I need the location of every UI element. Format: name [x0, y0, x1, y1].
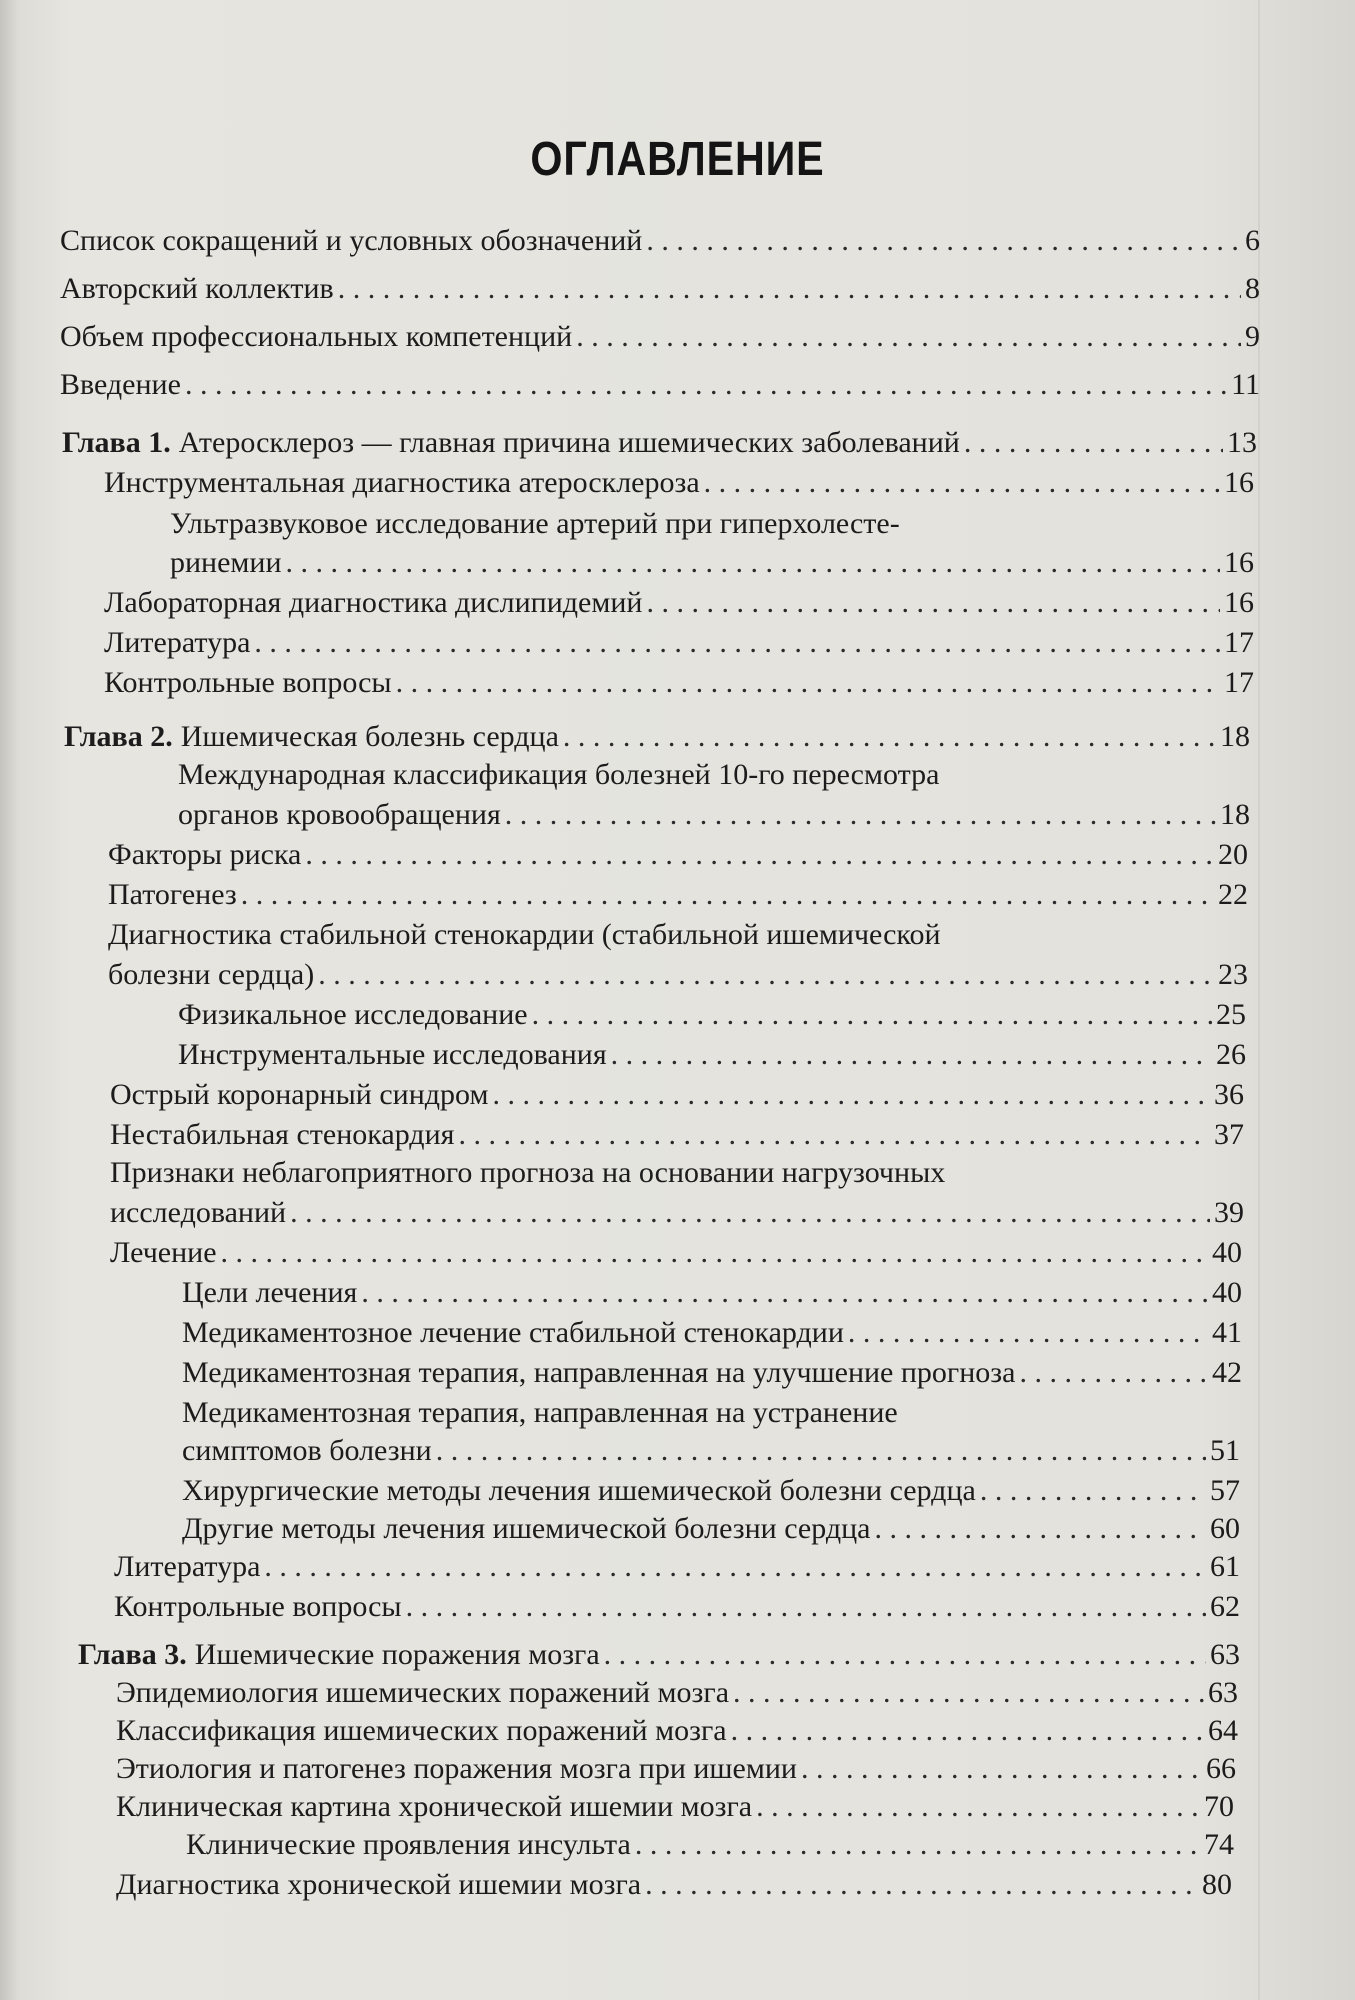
- toc-entry-label: Хирургические методы лечения ишемической болезни сердца: [182, 1474, 976, 1507]
- toc-page-number: 36: [1214, 1078, 1244, 1111]
- leader-dots: [338, 270, 1241, 308]
- toc-entry: [182, 1354, 1242, 1392]
- leader-dots: [318, 956, 1214, 994]
- chapter-number: Глава 2.: [64, 720, 173, 753]
- leader-dots: [576, 318, 1241, 356]
- leader-dots: [964, 424, 1223, 462]
- toc-page-number: 60: [1210, 1512, 1240, 1545]
- toc-page-number: 16: [1224, 466, 1254, 499]
- toc-entry: [108, 956, 1248, 994]
- toc-page-number: 74: [1204, 1828, 1234, 1861]
- leader-dots: [305, 836, 1214, 874]
- toc-page-number: 22: [1218, 878, 1248, 911]
- toc-entry: [186, 1826, 1234, 1864]
- toc-entry-label: симптомов болезни: [182, 1434, 432, 1467]
- toc-entry-label: Медикаментозное лечение стабильной стенокардии: [182, 1316, 844, 1349]
- leader-dots: [492, 1076, 1210, 1114]
- toc-entry-first-line: Признаки неблагоприятного прогноза на основании нагрузочных: [110, 1156, 946, 1189]
- toc-entry: [182, 1274, 1242, 1312]
- leader-dots: [406, 1588, 1206, 1626]
- toc-entry: [182, 1432, 1240, 1470]
- toc-entry: [110, 1234, 1242, 1272]
- leader-dots: [733, 1674, 1204, 1712]
- toc-entry: [178, 796, 1250, 834]
- toc-entry: [108, 836, 1248, 874]
- toc-entry: [116, 1866, 1232, 1904]
- toc-entry: [116, 1674, 1238, 1712]
- toc-entry-label: Инструментальные исследования: [178, 1038, 607, 1071]
- toc-page-number: 51: [1210, 1434, 1240, 1467]
- toc-entry-label: Авторский коллектив: [60, 272, 334, 305]
- page-title: ОГЛАВЛЕНИЕ: [530, 133, 825, 186]
- toc-entry: [114, 1588, 1240, 1626]
- toc-entry-label: Лечение: [110, 1236, 217, 1269]
- toc-entry-label: Инструментальная диагностика атеросклероза: [104, 466, 700, 499]
- toc-page-number: 57: [1210, 1474, 1240, 1507]
- leader-dots: [646, 222, 1241, 260]
- toc-page-number: 9: [1245, 320, 1260, 353]
- leader-dots: [604, 1636, 1206, 1674]
- toc-entry: [114, 1548, 1240, 1586]
- toc-entry: [60, 366, 1260, 404]
- leader-dots: [290, 1194, 1210, 1232]
- toc-entry-label: Объем профессиональных компетенций: [60, 320, 573, 353]
- toc-page-number: 41: [1212, 1316, 1242, 1349]
- toc-page-number: 39: [1214, 1196, 1244, 1229]
- toc-entry: [104, 624, 1254, 662]
- toc-entry-label: Эпидемиология ишемических поражений мозга: [116, 1676, 730, 1709]
- toc-page-number: 80: [1202, 1868, 1232, 1901]
- toc-entry-label: Лабораторная диагностика дислипидемий: [104, 586, 643, 619]
- toc-entry-label: Ишемическая болезнь сердца: [180, 720, 559, 753]
- toc-page-number: 20: [1218, 838, 1248, 871]
- toc-page-number: 8: [1245, 272, 1260, 305]
- toc-entry-label: болезни сердца): [108, 958, 315, 991]
- toc-entry-label: Физикальное исследование: [178, 998, 528, 1031]
- leader-dots: [801, 1750, 1202, 1788]
- leader-dots: [980, 1472, 1206, 1510]
- toc-page-number: 16: [1224, 586, 1254, 619]
- toc-entry-label: Список сокращений и условных обозначений: [60, 224, 643, 257]
- toc-entry-label: ринемии: [170, 546, 282, 579]
- toc-entry-label: органов кровообращения: [178, 798, 501, 831]
- toc-entry-label: Классификация ишемических поражений мозга: [116, 1714, 727, 1747]
- toc-page-number: 40: [1212, 1276, 1242, 1309]
- leader-dots: [436, 1432, 1206, 1470]
- leader-dots: [704, 464, 1220, 502]
- toc-page-number: 42: [1212, 1356, 1242, 1389]
- toc-page-number: 18: [1220, 720, 1250, 753]
- leader-dots: [874, 1510, 1206, 1548]
- leader-dots: [563, 718, 1216, 756]
- toc-page-number: 61: [1210, 1550, 1240, 1583]
- leader-dots: [361, 1274, 1208, 1312]
- toc-entry: [178, 1036, 1246, 1074]
- toc-entry-label: Литература: [104, 626, 251, 659]
- leader-dots: [731, 1712, 1204, 1750]
- leader-dots: [611, 1036, 1212, 1074]
- chapter-number: Глава 3.: [78, 1638, 187, 1671]
- leader-dots: [286, 544, 1220, 582]
- toc-entry-label: Введение: [60, 368, 181, 401]
- toc-entry-label: Литература: [114, 1550, 261, 1583]
- toc-page-number: 26: [1216, 1038, 1246, 1071]
- toc-chapter-entry: [62, 424, 1257, 462]
- leader-dots: [505, 796, 1216, 834]
- toc-page-number: 63: [1210, 1638, 1240, 1671]
- toc-entry-label: Другие методы лечения ишемической болезни сердца: [182, 1512, 871, 1545]
- leader-dots: [264, 1548, 1206, 1586]
- toc-entry-label: Атеросклероз — главная причина ишемических заболеваний: [178, 426, 960, 459]
- toc-page-number: 66: [1206, 1752, 1236, 1785]
- leader-dots: [221, 1234, 1208, 1272]
- toc-page-number: 18: [1220, 798, 1250, 831]
- leader-dots: [396, 664, 1220, 702]
- toc-entry: [116, 1712, 1238, 1750]
- toc-page-number: 64: [1208, 1714, 1238, 1747]
- toc-entry: [104, 464, 1254, 502]
- toc-page-number: 6: [1245, 224, 1260, 257]
- toc-page-number: 37: [1214, 1118, 1244, 1151]
- toc-entry-label: Клиническая картина хронической ишемии мозга: [116, 1790, 753, 1823]
- toc-page-number: 17: [1224, 626, 1254, 659]
- toc-entry-label: Контрольные вопросы: [104, 666, 392, 699]
- toc-entry-label: Диагностика хронической ишемии мозга: [116, 1868, 642, 1901]
- toc-entry: [104, 584, 1254, 622]
- toc-page-number: 13: [1227, 426, 1257, 459]
- toc-entry: [60, 222, 1260, 260]
- toc-entry: [110, 1194, 1244, 1232]
- toc-entry-label: Этиология и патогенез поражения мозга при ишемии: [116, 1752, 797, 1785]
- toc-page-number: 63: [1208, 1676, 1238, 1709]
- toc-entry-label: Цели лечения: [182, 1276, 358, 1309]
- leader-dots: [254, 624, 1220, 662]
- toc-entry: [104, 664, 1254, 702]
- toc-entry-label: Контрольные вопросы: [114, 1590, 402, 1623]
- leader-dots: [646, 584, 1220, 622]
- leader-dots: [185, 366, 1227, 404]
- toc-entry: [110, 1116, 1244, 1154]
- toc-page-number: 62: [1210, 1590, 1240, 1623]
- toc-page-number: 23: [1218, 958, 1248, 991]
- leader-dots: [756, 1788, 1200, 1826]
- toc-entry-label: Патогенез: [108, 878, 237, 911]
- toc-entry-label: Медикаментозная терапия, направленная на улучшение прогноза: [182, 1356, 1016, 1389]
- toc-page-number: 11: [1231, 368, 1260, 401]
- toc-entry: [170, 544, 1254, 582]
- toc-entry: [108, 876, 1248, 914]
- toc-entry: [116, 1788, 1234, 1826]
- leader-dots: [532, 996, 1212, 1034]
- toc-entry: [178, 996, 1246, 1034]
- toc-page-number: 70: [1204, 1790, 1234, 1823]
- toc-entry: [110, 1076, 1244, 1114]
- leader-dots: [645, 1866, 1198, 1904]
- leader-dots: [241, 876, 1214, 914]
- leader-dots: [635, 1826, 1200, 1864]
- toc-entry: [182, 1510, 1240, 1548]
- toc-page-number: 16: [1224, 546, 1254, 579]
- toc-entry: [60, 270, 1260, 308]
- toc-entry-first-line: Ультразвуковое исследование артерий при гиперхолесте-: [170, 507, 900, 540]
- toc-entry-label: Ишемические поражения мозга: [194, 1638, 600, 1671]
- toc-entry-label: Острый коронарный синдром: [110, 1078, 489, 1111]
- toc-page-number: 40: [1212, 1236, 1242, 1269]
- toc-entry: [116, 1750, 1236, 1788]
- toc-entry-first-line: Диагностика стабильной стенокардии (стабильной ишемической: [108, 918, 941, 951]
- leader-dots: [458, 1116, 1210, 1154]
- toc-entry-first-line: Международная классификация болезней 10-го пересмотра: [178, 758, 940, 791]
- toc-page-number: 17: [1224, 666, 1254, 699]
- leader-dots: [1019, 1354, 1208, 1392]
- toc-entry: [182, 1314, 1242, 1352]
- toc-entry: [60, 318, 1260, 356]
- toc-entry-label: Факторы риска: [108, 838, 302, 871]
- chapter-number: Глава 1.: [62, 426, 171, 459]
- toc-entry: [182, 1472, 1240, 1510]
- toc-chapter-entry: [64, 718, 1250, 756]
- leader-dots: [848, 1314, 1208, 1352]
- toc-page-number: 25: [1216, 998, 1246, 1031]
- toc-entry-first-line: Медикаментозная терапия, направленная на устранение: [182, 1396, 898, 1429]
- toc-chapter-entry: [78, 1636, 1240, 1674]
- toc-entry-label: Клинические проявления инсульта: [186, 1828, 631, 1861]
- toc-entry-label: Нестабильная стенокардия: [110, 1118, 455, 1151]
- toc-entry-label: исследований: [110, 1196, 287, 1229]
